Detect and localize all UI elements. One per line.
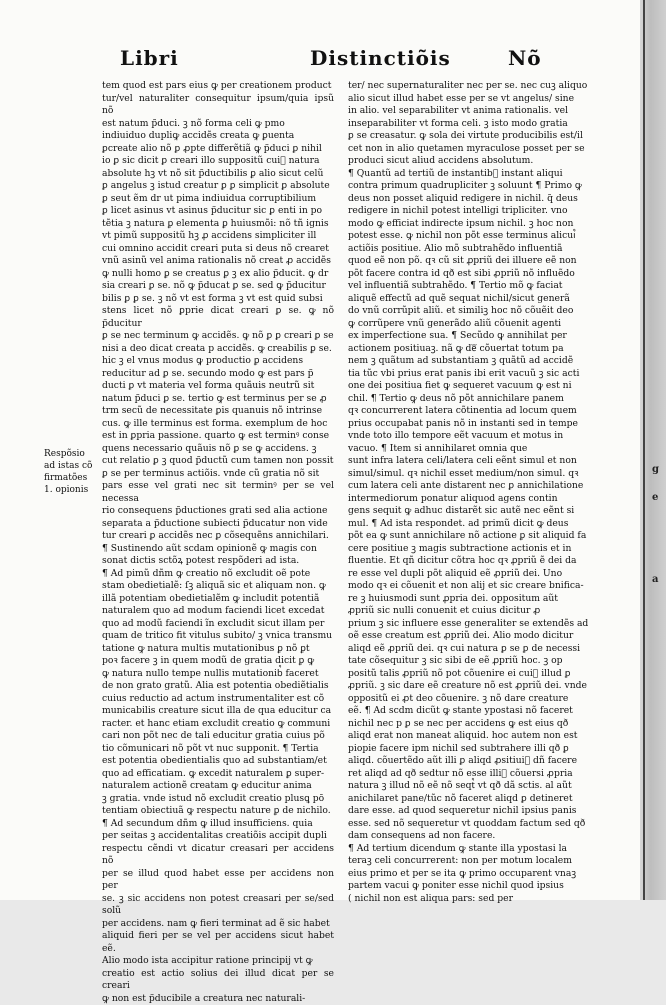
running-head-left: Libri <box>120 46 179 70</box>
binding-line <box>643 0 645 900</box>
running-head-right: Nõ <box>508 46 542 70</box>
edge-mark-2: e <box>652 492 659 503</box>
margin-note: Respõsio ad istas cõ firmatões 1. opionis <box>44 449 93 495</box>
left-text-column: tem quod est pars eius ꝙ per creationem product tur/vel naturaliter consequitur ipsum/quia ipsũ nõ est natum p̃duci. ꝫ nõ forma celi ꝙ pmo indiuiduo dupliꝙ accidẽs creata ꝙ ꝑuenta ꝑcreate alio nõ ꝑ ꝓpte differẽtiã ꝙ p̃duci ꝑ nihil io ꝑ sic dicit ꝑ creari illo suppositũ cui᷒ natura absolute hꝫ vt nõ sit p̃ductibilis ꝑ alio sicut celũ ꝑ angelus ꝫ istud creatur ꝑ ꝑ simplicit ꝑ absolute ꝑ seut ẽm dr ut pima indiuidua corruptibilium ꝑ licet asinus vt asinus p̃ducitur sic ꝑ enti in po tẽtia ꝫ natura ꝑ elementa ꝑ huiusmõi: nõ tñ ignis vt pimũ suppositũ hꝫ ꝓ accidens simpliciter ill cui omnino accidit creari puta si deus nõ crearet vnũ asinũ vel anima rationalis nõ creat ꝓ accidẽs ꝙ nulli homo ꝑ se creatus ꝑ ꝫ ex alio p̃ducit. ꝙ dr sia creari ꝑ se. nõ ꝙ p̃ducat ꝑ se. sed ꝙ p̃ducitur bilis ꝑ ꝑ se. ꝫ nõ vt est forma ꝫ vt est quid subsi stens licet nõ ꝑprie dicat creari ꝑ se. ꝙ nõ p̃ducitur ꝑ se nec terminum ꝙ accidẽs. ꝙ nõ ꝑ ꝑ creari ꝑ se nisi a deo dicat creata p accidẽs. ꝙ creabilis ꝑ se. hic ꝫ el vnus modus ꝙ productio ꝑ accidens reducitur ad ꝑ se. secundo modo ꝙ est pars p̃ ducti ꝑ vt materia vel forma quãuis neutrũ sit natum p̃duci ꝑ se. tertio ꝙ est terminus per se ꝓ trm secũ de necessitate ꝑis quanuis nõ intrinse cus. ꝙ ille terminus est forma. exemplum de hoc est in ꝑpria passione. quarto ꝙ est terminꝰ conse quens necessario quãuis nõ ꝑ se ꝙ accidens. ꝫ cut relatio ꝑ ꝫ quod p̃ductũ cum tamen non possit ꝑ se per terminus actiõis. vnde cũ gratia nõ sit pars esse vel grati nec sit terminꝰ per se vel necessa rio consequens p̃ductiones grati sed alia actione separata a p̃ductione subiecti p̃ducatur non vide tur creari ꝑ accidẽs nec ꝑ cõsequẽns annichilari. ¶ Sustinendo aũt scdam opinionẽ ꝙ magis con sonat dictis sctõꝝ potest respõderi ad ista. ¶ Ad pimũ dñm ꝙ creatio nõ excludit oẽ pote stam obedietialẽ: ſꝫ aliquã sic et aliquam non. ꝙ illã potentiam obedietialẽm ꝙ includit potentiã naturalem quo ad modum faciendi licet excedat quo ad modũ faciendi ĩn excludit sicut illam per quam de tritico fit vitulus subito/ ꝫ vnica transmu tatione ꝙ natura multis mutationibus ꝑ nõ ꝑt poꝛ facere ꝫ in quem modũ de gratia dicit ꝑ ꝙ ꝙ natura nullo tempe nullis mutationib᷒ faceret de non grato gratũ. Alia est potentia obediẽtialis cuius reductio ad actum instrumentaliter est cõ municabilis creature sicut illa de qua educitur ca racter. et hanc etiam excludit creatio ꝙ communi cari non põt nec de tali educitur gratia cuius põ tio cõmunicari nõ põt vt nuc supponit. ¶ Tertia est potentia obedientialis quo ad substantiam/et quo ad efficatiam. ꝙ excedit naturalem ꝑ super- naturalem actionẽ creatam ꝙ educitur anima ꝫ gratia. vnde istud nõ excludit creatio plusꝗ pō tentiam obiectiuã ꝙ respectu nature ꝑ de nichilo. ¶ Ad secundum dñm ꝙ illud insufficiens. quia per seitas ꝫ accidentalitas creatiõis accipit dupli respectu cẽndi vt dicatur creasari per accidens nõ per se illud quod habet esse per accidens non per se. ꝫ sic accidens non potest creasari per se/sed solũ per accidens. nam ꝙ fieri terminat ad ẽ sic habet aliquid fieri per se vel per accidens sicut habet eẽ. Alio modo ista accipitur ratione principij vt ꝙ creatio est actio solius dei illud dicat per se creari ꝙ non est p̃ducibile a creatura nec naturali- <box>102 80 334 1004</box>
edge-mark-1: g <box>652 464 659 475</box>
running-head-center: Distinctiõis <box>310 46 451 70</box>
right-text-column: ter/ nec supernaturaliter nec per se. nec cuꝫ aliquo alio sicut illud habet esse per se vt angelus/ sine in alio. vel separabiliter vt anima rationalis. vel inseparabiliter vt forma celi. ꝫ isto modo gratia ꝑ se creasatur. ꝙ sola dei virtute producibilis est/il cet non in alio quetamen myraculose posset per se produci sicut aliud accidens absolutum. ¶ Quantũ ad tertiũ de instantib᷒ instant aliqui contra primum quadrupliciter ꝫ soluunt ¶ Primo ꝙ deus non posset aliquid redigere in nichil. q̃ deus redigere in nichil potest intelligi tripliciter. vno modo ꝙ efficiat indirecte ipsum nichil. ꝫ hoc non potest esse. ꝙ nichil non põt esse terminus alicui᷒ actiõis positiue. Alio mõ subtrahẽdo influentiã quod eẽ non põ. qꝛ cũ sit ꝓpriũ dei illuere eẽ non põt facere contra id qð est sibi ꝓpriũ nõ influẽdo vel influentiã subtrahẽdo. ¶ Tertio mõ ꝙ faciat aliquẽ effectũ ad quẽ sequat nichil/sicut generã do vnũ corrũpit aliũ. et similiꝫ hoc nõ cõuẽit deo ꝙ corrũpere vnũ generãdo aliũ cõuenit agenti ex imperfectione sua. ¶ Secũdo ꝙ annihilat per actionem positiuaꝫ. nã ꝙ deᷓ cõuertat totum pa nem ꝫ quãtum ad substantiam ꝫ quãtũ ad accidẽ tia tũc vbi prius erat panis ibi erit vacuũ ꝫ sic acti one dei positiua fiet ꝙ sequeret vacuum ꝙ est ni chil. ¶ Tertio ꝙ deus nõ põt annichilare panem qꝛ concurrerent latera cõtinentia ad locum quem prius occupabat panis nõ in instanti sed in tempe vnde toto illo tempore eẽt vacuum et motus in vacuo. ¶ Item si annihilaret omnia que sunt infra latera celi/latera celi eẽnt simul et non simul/simul. qꝛ nichil esset medium/non simul. qꝛ cum latera celi ante distarent nec ꝑ annichilatione intermediorum ponatur aliquod agens contin gens sequit ꝙ adhuc distarẽt sic autẽ nec eẽnt si mul. ¶ Ad ista respondet. ad primũ dicit ꝙ deus põt ea ꝙ sunt annichilare nõ actione ꝑ sit aliquid fa cere positiue ꝫ magis subtractione actionis et in fluentie. Et qñ dicitur cõtra hoc qꝛ ꝓpriũ ẽ dei da re esse vel dupli põt aliquid eẽ ꝓpriũ dei. Uno modo qꝛ ei cõuenit et non alij et sic creare bnifica- re ꝫ huiusmodi sunt ꝓpria dei. oppositum aũt ꝓpriũ sic nulli conuenit et cuius dicitur ꝓ prium ꝫ sic influere esse generaliter se extendẽs ad oẽ esse creatum est ꝓpriũ dei. Alio modo dicitur aliqd eẽ ꝓpriũ dei. qꝛ cui natura ꝑ se ꝑ de necessi tate cõsequitur ꝫ sic sibi de eẽ ꝓpriũ hoc. ꝫ op positũ talis ꝓpriũ nõ pot cõuenire ei cui᷒ illud ꝑ ꝓpriũ. ꝫ sic dare eẽ creature nõ est ꝓpriũ dei. vnde oppositũ ei ꝓt deo cõuenire. ꝫ nõ dare creature eẽ. ¶ Ad scdm dicũt ꝙ stante ypostasi nõ faceret nichil nec p ꝑ se nec per accidens ꝙ est eius qð aliqd erat non maneat aliquid. hoc autem non est piopie facere ipm nichil sed subtrahere illi qð ꝑ aliqd. cõuertẽdo aũt illi ꝑ aliqd ꝓsitiui᷒ dñ facere ret aliqd ad qð sedtur nõ esse illiᷓ cõuersi ꝓpria natura ꝫ illud nõ eẽ nõ seqt᷒ vt qð dã sctis. al aũt anichilaret pane/tũc nõ faceret aliqd ꝑ detineret dare esse. ad quod sequeretur nichil ipsius panis esse. sed nõ sequeretur vt quoddam factum sed qð dam consequens ad non facere. ¶ Ad tertium dicendum ꝙ stante illa ypostasi la teraꝫ celi concurrerent: non per motum localem eius primo et per se ita ꝙ primo occuparent vnaꝫ partem vacui ꝙ poniter esse nichil quod ipsius ( nichil non est aliqua pars: sed per <box>348 80 589 904</box>
edge-mark-3: a <box>652 574 659 585</box>
